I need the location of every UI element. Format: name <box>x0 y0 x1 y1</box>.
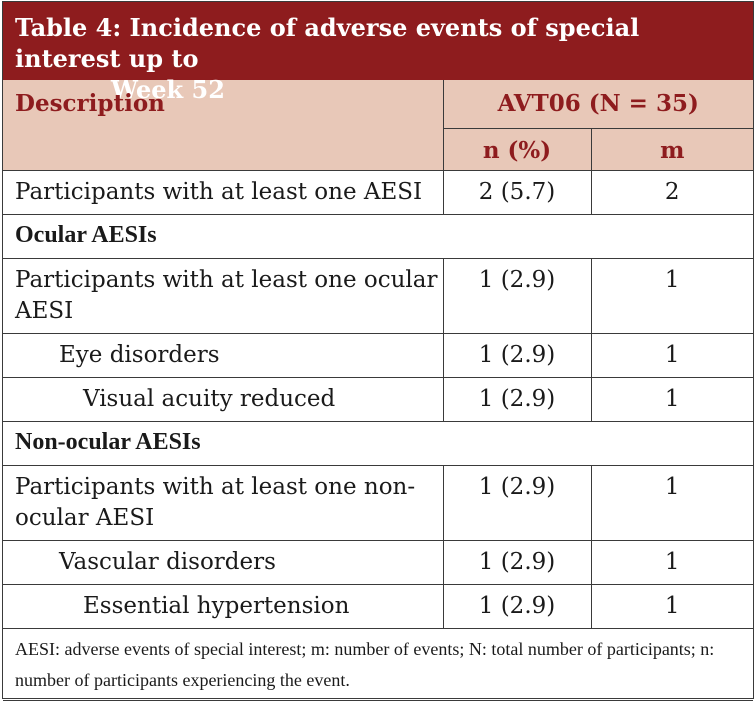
row-m: 1 <box>591 377 753 421</box>
section-row-ocular <box>3 214 753 258</box>
table-title-line1: Table 4: Incidence of adverse events of special interest up to <box>15 13 640 73</box>
row-label: Essential hypertension <box>3 584 443 628</box>
row-m: 2 <box>591 170 753 214</box>
header-description: Description <box>3 80 443 170</box>
row-label: Vascular disorders <box>3 540 443 584</box>
row-m: 1 <box>591 584 753 628</box>
table-row <box>3 465 753 540</box>
header-n-pct: n (%) <box>443 128 591 170</box>
table-row <box>3 333 753 377</box>
row-n-pct: 1 (2.9) <box>443 540 591 584</box>
footnote: AESI: adverse events of special interest; m: number of events; N: total number of participants; n: number of participants experiencing the event. <box>3 628 753 700</box>
section-row-non-ocular <box>3 421 753 465</box>
row-m: 1 <box>591 258 753 333</box>
table-container <box>2 1 754 699</box>
row-label: Visual acuity reduced <box>3 377 443 421</box>
row-m: 1 <box>591 333 753 377</box>
table-row <box>3 377 753 421</box>
header-row <box>3 80 753 128</box>
header-m: m <box>591 128 753 170</box>
row-n-pct: 2 (5.7) <box>443 170 591 214</box>
row-label: Participants with at least one non-ocular AESI <box>3 465 443 540</box>
row-m: 1 <box>591 540 753 584</box>
adverse-events-table <box>3 80 753 701</box>
section-label: Non-ocular AESIs <box>3 421 753 465</box>
row-m: 1 <box>591 465 753 540</box>
row-n-pct: 1 (2.9) <box>443 377 591 421</box>
table-row <box>3 584 753 628</box>
header-group: AVT06 (N = 35) <box>443 80 753 128</box>
row-label: Participants with at least one ocular AESI <box>3 258 443 333</box>
row-n-pct: 1 (2.9) <box>443 584 591 628</box>
row-n-pct: 1 (2.9) <box>443 258 591 333</box>
table-row <box>3 258 753 333</box>
table-row <box>3 170 753 214</box>
footnote-row <box>3 628 753 700</box>
row-n-pct: 1 (2.9) <box>443 465 591 540</box>
section-label: Ocular AESIs <box>3 214 753 258</box>
row-label: Participants with at least one AESI <box>3 170 443 214</box>
table-title-line2: Week 52 <box>111 75 225 104</box>
row-label: Eye disorders <box>3 333 443 377</box>
row-n-pct: 1 (2.9) <box>443 333 591 377</box>
table-row <box>3 540 753 584</box>
